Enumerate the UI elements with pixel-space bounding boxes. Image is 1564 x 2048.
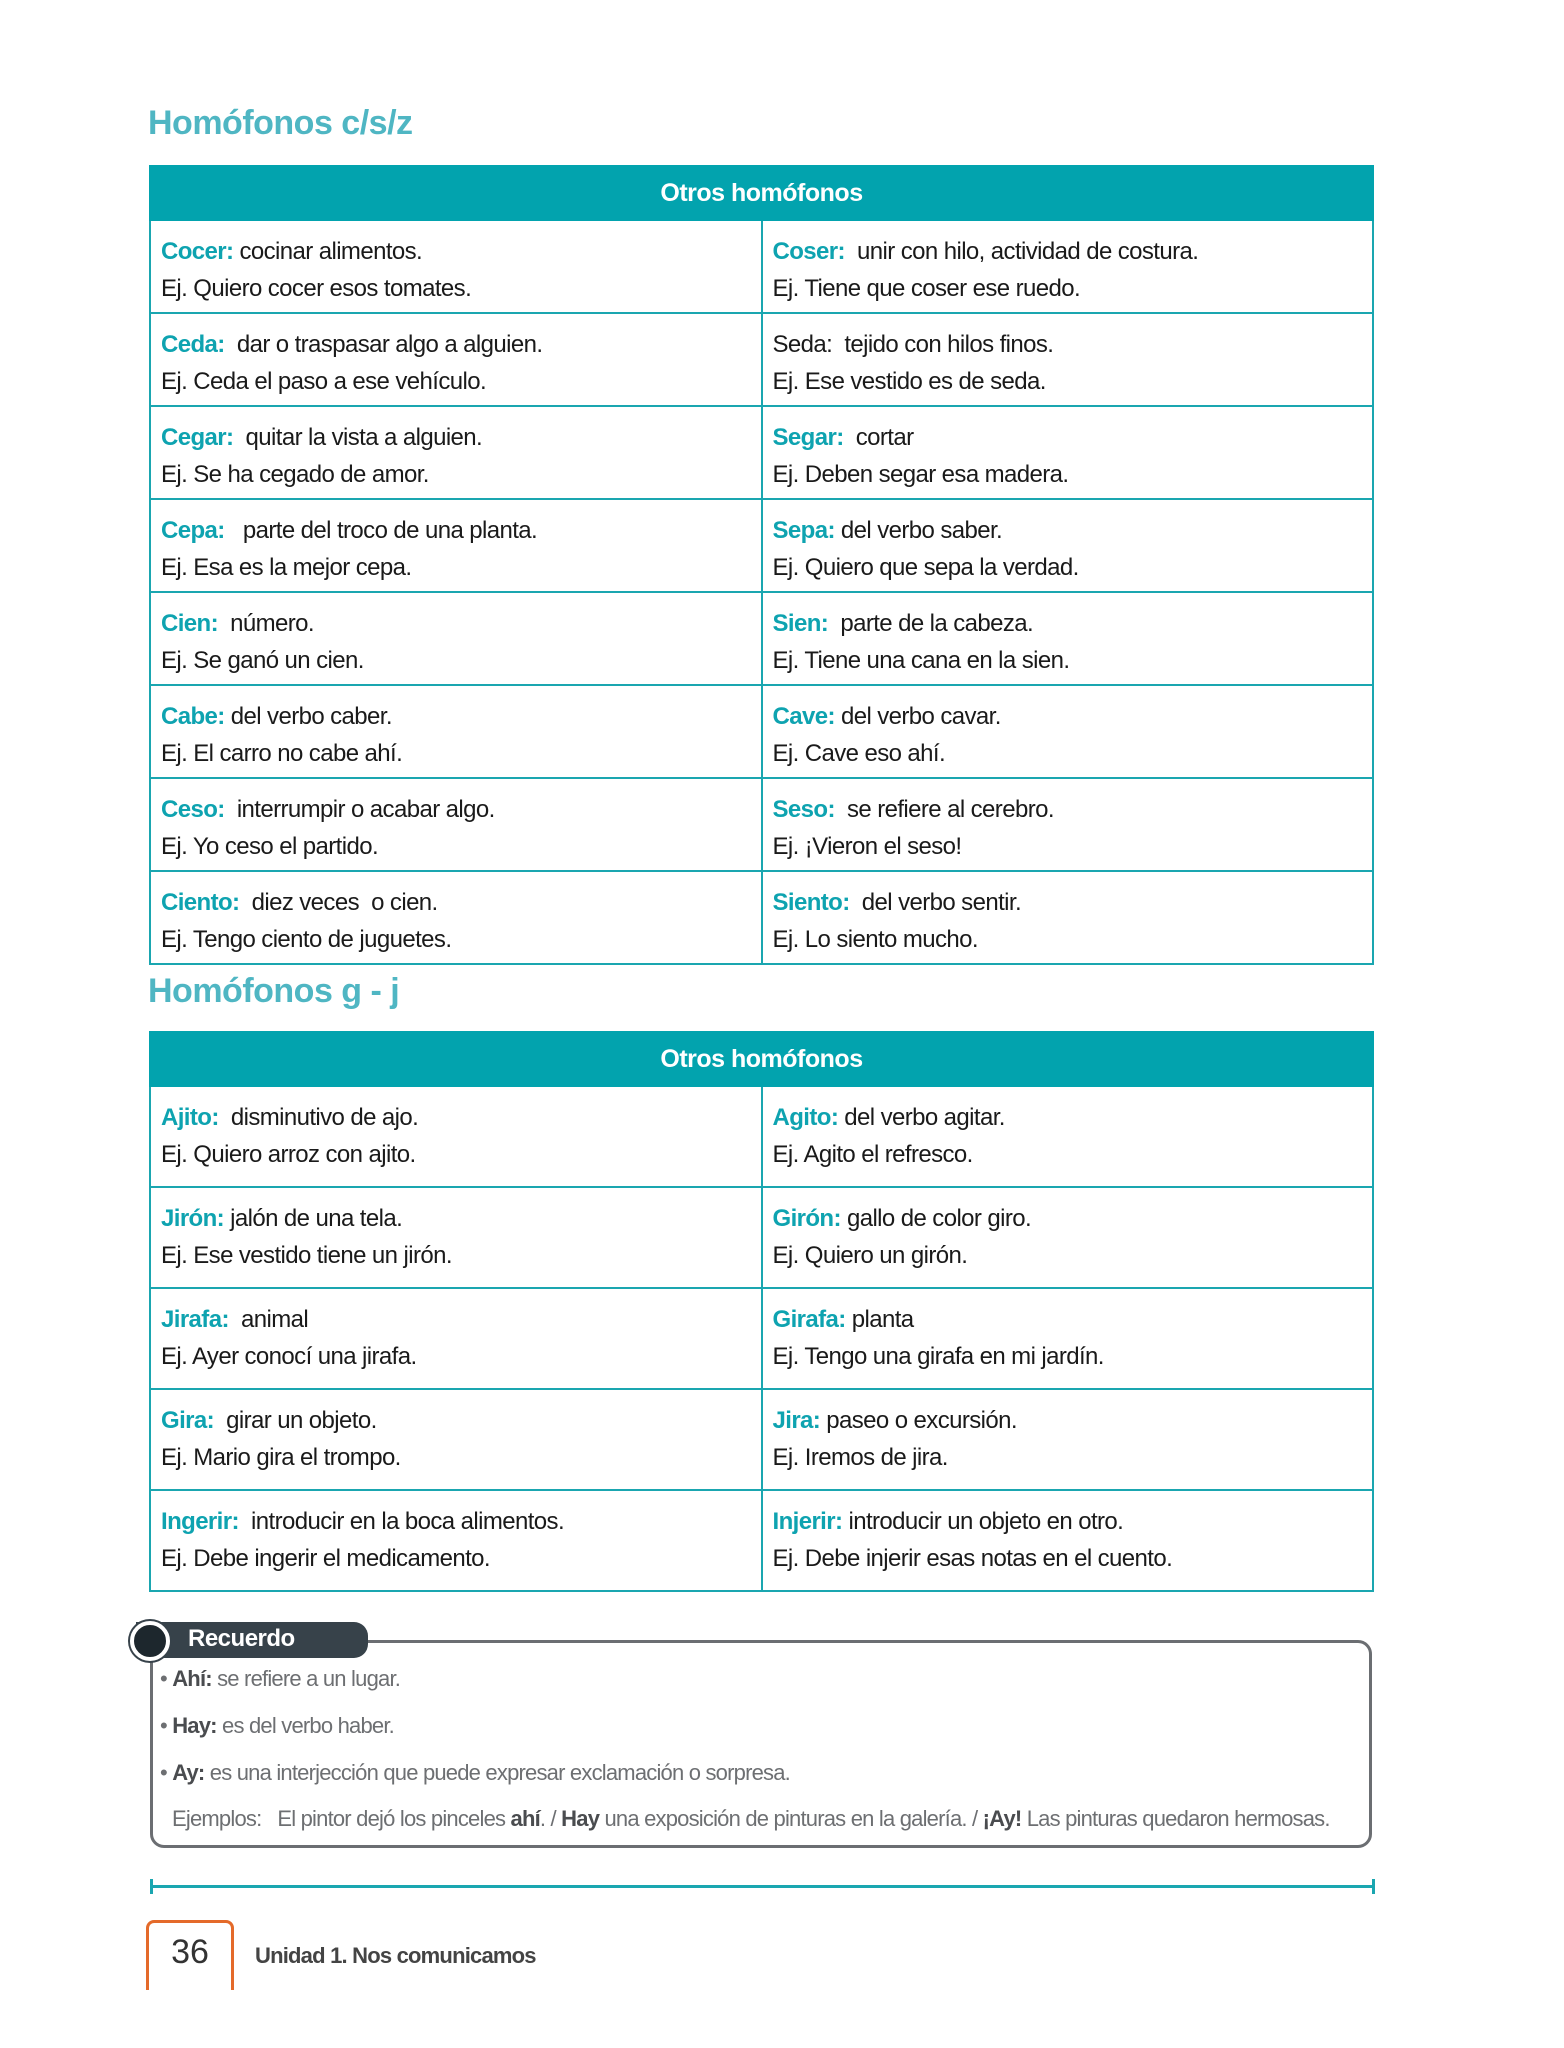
homophone-cell — [150, 685, 762, 778]
homophone-definition: cortar — [843, 424, 914, 451]
homophone-example: Ej. Iremos de jira. — [772, 1444, 948, 1471]
homophone-cell — [762, 592, 1374, 685]
homophone-cell — [150, 406, 762, 499]
homophone-term: Gira: — [161, 1407, 215, 1434]
homophone-cell — [150, 499, 762, 592]
table-row — [150, 406, 1373, 499]
homophone-term: Injerir: — [772, 1508, 843, 1535]
homophone-definition: del verbo sentir. — [849, 889, 1022, 916]
homophone-example: Ej. Agito el refresco. — [772, 1141, 973, 1168]
homophone-definition: disminutivo de ajo. — [218, 1104, 419, 1131]
homophone-term: Sepa: — [772, 517, 835, 544]
homophone-definition: quitar la vista a alguien. — [233, 424, 483, 451]
recuerdo-item: • Ay: es una interjección que puede expresar exclamación o sorpresa. — [160, 1760, 790, 1785]
homophone-definition: parte del troco de una planta. — [224, 517, 538, 544]
homophone-definition: animal — [228, 1306, 309, 1333]
homophone-term: Girafa: — [772, 1306, 846, 1333]
table-row — [150, 1187, 1373, 1288]
homophone-definition: parte de la cabeza. — [828, 610, 1034, 637]
homophone-example: Ej. Esa es la mejor cepa. — [161, 554, 412, 581]
homophone-term: Ciento: — [161, 889, 240, 916]
homophone-cell — [762, 1389, 1374, 1490]
homophone-cell — [150, 220, 762, 313]
homophone-cell — [150, 871, 762, 964]
homophone-cell — [150, 1389, 762, 1490]
table-row — [150, 1288, 1373, 1389]
homophone-cell — [762, 1187, 1374, 1288]
homophone-term: Cien: — [161, 610, 219, 637]
homophone-example: Ej. Debe ingerir el medicamento. — [161, 1545, 490, 1572]
homophone-example: Ej. Mario gira el trompo. — [161, 1444, 401, 1471]
homophone-term: Cave: — [772, 703, 835, 730]
table-row — [150, 592, 1373, 685]
homophone-example: Ej. Tiene que coser ese ruedo. — [772, 275, 1081, 302]
table-row — [150, 871, 1373, 964]
homophone-cell — [150, 1490, 762, 1591]
homophone-cell — [762, 220, 1374, 313]
homophone-example: Ej. ¡Vieron el seso! — [772, 833, 962, 860]
homophone-example: Ej. Debe injerir esas notas en el cuento. — [772, 1545, 1173, 1572]
homophone-example: Ej. Ayer conocí una jirafa. — [161, 1343, 417, 1370]
homophone-term: Cegar: — [161, 424, 234, 451]
homophone-cell — [150, 1086, 762, 1187]
table-row — [150, 1389, 1373, 1490]
recuerdo-circle-icon — [130, 1621, 170, 1661]
homophone-term: Jirafa: — [161, 1306, 229, 1333]
homophone-definition: paseo o excursión. — [820, 1407, 1017, 1434]
table-row — [150, 1086, 1373, 1187]
homophone-term: Ceso: — [161, 796, 225, 823]
section-title-gj: Homófonos g - j — [148, 972, 400, 1010]
homophone-definition: del verbo saber. — [834, 517, 1003, 544]
recuerdo-label: Recuerdo — [188, 1625, 295, 1652]
homophone-definition: interrumpir o acabar algo. — [224, 796, 495, 823]
homophone-cell — [762, 499, 1374, 592]
homophone-example: Ej. Quiero que sepa la verdad. — [772, 554, 1079, 581]
table-row — [150, 778, 1373, 871]
recuerdo-item: • Ahí: se refiere a un lugar. — [160, 1666, 401, 1691]
homophone-example: Ej. El carro no cabe ahí. — [161, 740, 403, 767]
homophone-cell — [150, 592, 762, 685]
section-title-czs: Homófonos c/s/z — [148, 104, 413, 142]
homophone-definition: Seda: tejido con hilos finos. — [772, 331, 1054, 358]
homophone-example: Ej. Lo siento mucho. — [772, 926, 978, 953]
homophone-cell — [762, 313, 1374, 406]
table-row — [150, 220, 1373, 313]
table-header: Otros homófonos — [150, 1032, 1373, 1086]
homophone-definition: unir con hilo, actividad de costura. — [844, 238, 1199, 265]
homophone-term: Cepa: — [161, 517, 225, 544]
homophone-example: Ej. Quiero arroz con ajito. — [161, 1141, 416, 1168]
homophone-cell — [762, 1490, 1374, 1591]
unit-title: Unidad 1. Nos comunicamos — [255, 1943, 536, 1968]
homophone-term: Agito: — [772, 1104, 839, 1131]
homophone-definition: cocinar alimentos. — [233, 238, 423, 265]
table-row — [150, 499, 1373, 592]
homophone-cell — [150, 1288, 762, 1389]
table-row — [150, 1490, 1373, 1591]
table-header: Otros homófonos — [150, 166, 1373, 220]
homophone-term: Jira: — [772, 1407, 821, 1434]
homophone-example: Ej. Tengo ciento de juguetes. — [161, 926, 452, 953]
homophone-term: Ceda: — [161, 331, 225, 358]
homophone-term: Ingerir: — [161, 1508, 239, 1535]
homophone-term: Jirón: — [161, 1205, 225, 1232]
homophone-cell — [762, 1086, 1374, 1187]
recuerdo-examples: Ejemplos: El pintor dejó los pinceles ahí. / Hay una exposición de pinturas en la galería. / ¡Ay! Las pinturas quedaron hermosas. — [172, 1806, 1330, 1831]
homophone-term: Coser: — [772, 238, 845, 265]
homophone-definition: del verbo cavar. — [834, 703, 1001, 730]
homophone-definition: introducir un objeto en otro. — [842, 1508, 1124, 1535]
page-number: 36 — [146, 1920, 234, 1990]
homophone-definition: jalón de una tela. — [224, 1205, 403, 1232]
recuerdo-item: • Hay: es del verbo haber. — [160, 1713, 394, 1738]
homophone-example: Ej. Se ha cegado de amor. — [161, 461, 429, 488]
homophone-term: Girón: — [772, 1205, 841, 1232]
homophone-example: Ej. Quiero un girón. — [772, 1242, 968, 1269]
homophone-cell — [150, 313, 762, 406]
homophones-table-gj — [149, 1031, 1374, 1592]
homophone-definition: planta — [845, 1306, 914, 1333]
homophone-cell — [762, 685, 1374, 778]
homophone-definition: dar o traspasar algo a alguien. — [224, 331, 543, 358]
homophone-example: Ej. Cave eso ahí. — [772, 740, 946, 767]
homophone-example: Ej. Ceda el paso a ese vehículo. — [161, 368, 487, 395]
homophone-term: Cocer: — [161, 238, 234, 265]
homophone-example: Ej. Yo ceso el partido. — [161, 833, 379, 860]
homophone-cell — [762, 406, 1374, 499]
homophone-definition: girar un objeto. — [214, 1407, 377, 1434]
homophone-cell — [762, 871, 1374, 964]
homophone-definition: número. — [218, 610, 314, 637]
homophone-definition: diez veces o cien. — [239, 889, 438, 916]
homophone-term: Segar: — [772, 424, 844, 451]
homophone-term: Siento: — [772, 889, 850, 916]
homophone-cell — [150, 778, 762, 871]
homophone-example: Ej. Quiero cocer esos tomates. — [161, 275, 472, 302]
homophone-definition: introducir en la boca alimentos. — [238, 1508, 565, 1535]
table-row — [150, 685, 1373, 778]
homophone-definition: del verbo agitar. — [838, 1104, 1005, 1131]
homophones-table-czs — [149, 165, 1374, 965]
homophone-example: Ej. Tengo una girafa en mi jardín. — [772, 1343, 1104, 1370]
homophone-cell — [762, 1288, 1374, 1389]
homophone-cell — [150, 1187, 762, 1288]
homophone-term: Seso: — [772, 796, 835, 823]
divider-line — [150, 1885, 1375, 1888]
homophone-definition: gallo de color giro. — [840, 1205, 1032, 1232]
homophone-term: Ajito: — [161, 1104, 219, 1131]
homophone-example: Ej. Ese vestido tiene un jirón. — [161, 1242, 452, 1269]
homophone-term: Cabe: — [161, 703, 225, 730]
homophone-term: Sien: — [772, 610, 829, 637]
homophone-example: Ej. Deben segar esa madera. — [772, 461, 1069, 488]
table-row — [150, 313, 1373, 406]
homophone-definition: del verbo caber. — [224, 703, 392, 730]
homophone-example: Ej. Tiene una cana en la sien. — [772, 647, 1070, 674]
homophone-example: Ej. Ese vestido es de seda. — [772, 368, 1046, 395]
homophone-cell — [762, 778, 1374, 871]
homophone-definition: se refiere al cerebro. — [834, 796, 1054, 823]
homophone-example: Ej. Se ganó un cien. — [161, 647, 364, 674]
